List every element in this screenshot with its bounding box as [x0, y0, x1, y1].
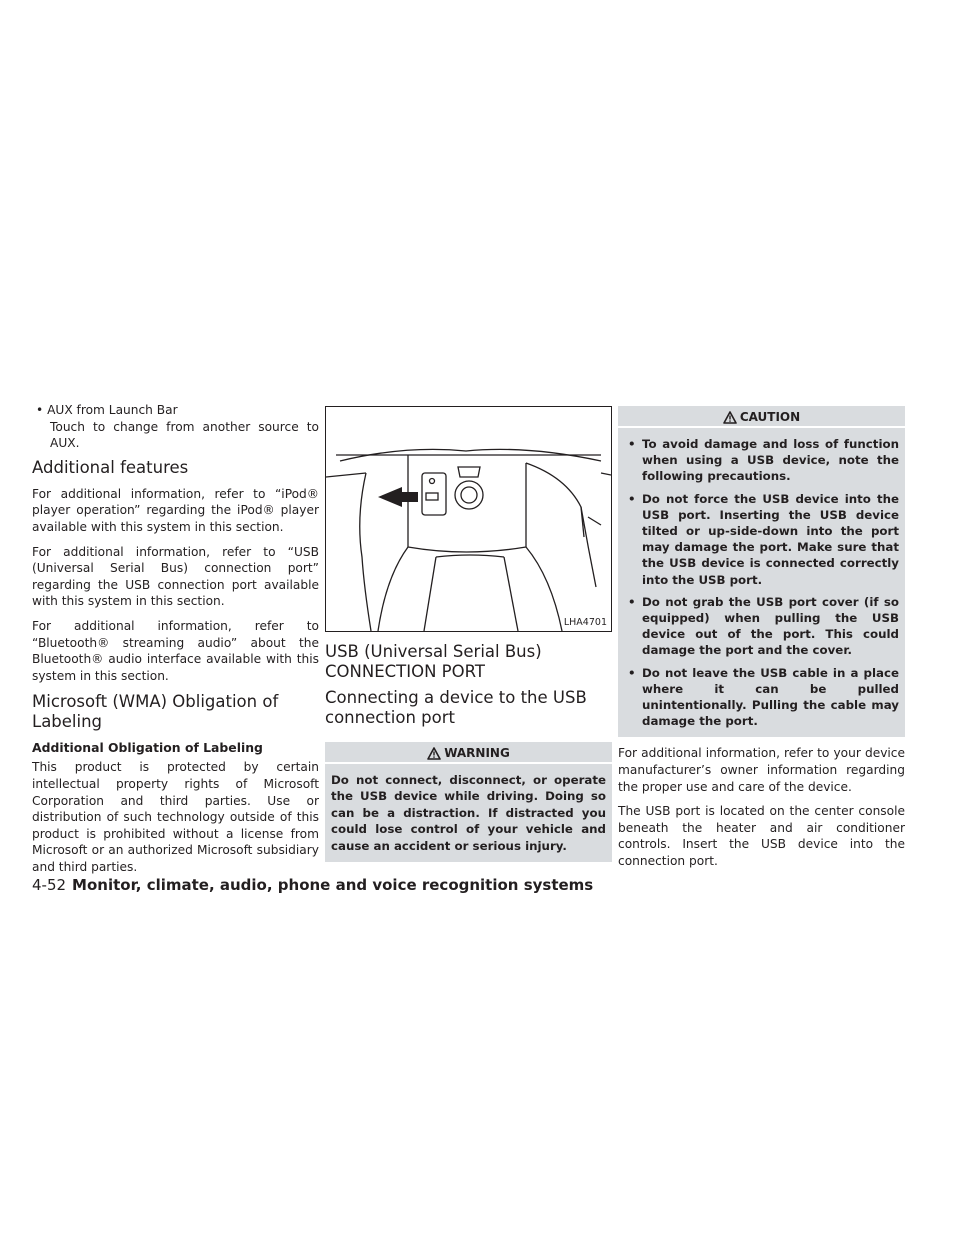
paragraph-manufacturer-info: For additional information, refer to your device manufacturer’s owner information regarding the proper use and care of the device.: [618, 746, 905, 794]
column-right: [618, 402, 905, 878]
subheading-additional-obligation: Additional Obligation of Labeling: [32, 740, 263, 756]
paragraph-usb-ref: For additional information, refer to “USB (Universal Serial Bus) connection port” regarding the USB connection port available with this system in this section.: [32, 544, 319, 609]
heading-usb-port: [325, 642, 612, 682]
caution-title: CAUTION: [739, 410, 801, 424]
column-left: [32, 402, 319, 883]
caution-item: • Do not force the USB device into the USB port. Inserting the USB device tilted or up-side-down into the port may damage the port. Make sure that the USB device is connected correctly into the USB port.: [628, 491, 899, 587]
chapter-title: Monitor, climate, audio, phone and voice recognition systems: [72, 876, 594, 894]
bullet-aux-description: Touch to change from another source to AUX.: [50, 419, 319, 451]
bullet-aux: • AUX from Launch Bar: [36, 403, 178, 417]
usb-port-drawing: [326, 407, 611, 631]
heading-microsoft-labeling: Microsoft (WMA) Obligation of Labeling: [32, 692, 279, 732]
page-number: 4-52: [32, 876, 67, 894]
heading-usb-line1: USB (Universal Serial Bus): [325, 642, 542, 661]
caution-item: • To avoid damage and loss of function when using a USB device, note the following precautions.: [628, 437, 899, 484]
warning-body: [325, 762, 612, 862]
warning-box: [325, 742, 612, 862]
heading-connecting-device: Connecting a device to the USB connection port: [325, 688, 587, 727]
caution-item-text: To avoid damage and loss of function when using a USB device, note the following precautions.: [642, 437, 899, 484]
warning-triangle-icon: [427, 747, 441, 760]
usb-port-illustration: [325, 406, 612, 632]
figure-code: LHA4701: [563, 617, 607, 628]
warning-header: [325, 742, 612, 762]
caution-item-text: Do not force the USB device into the USB port. Inserting the USB device tilted or up-side-down into the port may damage the port. Make sure that the USB device is connected correctly into the USB port.: [642, 491, 899, 587]
heading-usb-line2: CONNECTION PORT: [325, 662, 485, 681]
column-middle: [325, 402, 612, 862]
caution-item-text: Do not grab the USB port cover (if so equipped) when pulling the USB device out of the port. This could damage the port and the cover.: [642, 594, 899, 658]
warning-triangle-icon: [723, 411, 737, 424]
caution-item: • Do not leave the USB cable in a place where it can be pulled unintentionally. Pulling the cable may damage the port.: [628, 665, 899, 729]
page-footer: [32, 876, 593, 894]
paragraph-bluetooth-ref: For additional information, refer to “Bluetooth® streaming audio” about the Bluetooth® audio interface available with this system in this section.: [32, 618, 319, 683]
heading-additional-features: Additional features: [32, 457, 189, 477]
caution-header: [618, 406, 905, 426]
caution-item: • Do not grab the USB port cover (if so equipped) when pulling the USB device out of the port. This could damage the port and the cover.: [628, 594, 899, 658]
paragraph-ipod-ref: For additional information, refer to “iPod® player operation” regarding the iPod® player available with this system in this section.: [32, 486, 319, 534]
warning-text: Do not connect, disconnect, or operate the USB device while driving. Doing so can be a distraction. If distracted you could lose control of your vehicle and cause an accident or serious injury.: [331, 773, 606, 853]
paragraph-usb-location: The USB port is located on the center console beneath the heater and air conditioner controls. Insert the USB device into the connection port.: [618, 804, 905, 869]
caution-body: [618, 426, 905, 737]
paragraph-microsoft-ip: This product is protected by certain intellectual property rights of Microsoft Corporation and third parties. Use or distribution of such technology outside of this product is prohibited without a license from Microsoft or an authorized Microsoft subsidiary and third parties.: [32, 760, 319, 874]
warning-title: WARNING: [444, 746, 510, 760]
caution-box: [618, 406, 905, 737]
caution-item-text: Do not leave the USB cable in a place where it can be pulled unintentionally. Pulling the cable may damage the port.: [642, 665, 899, 729]
